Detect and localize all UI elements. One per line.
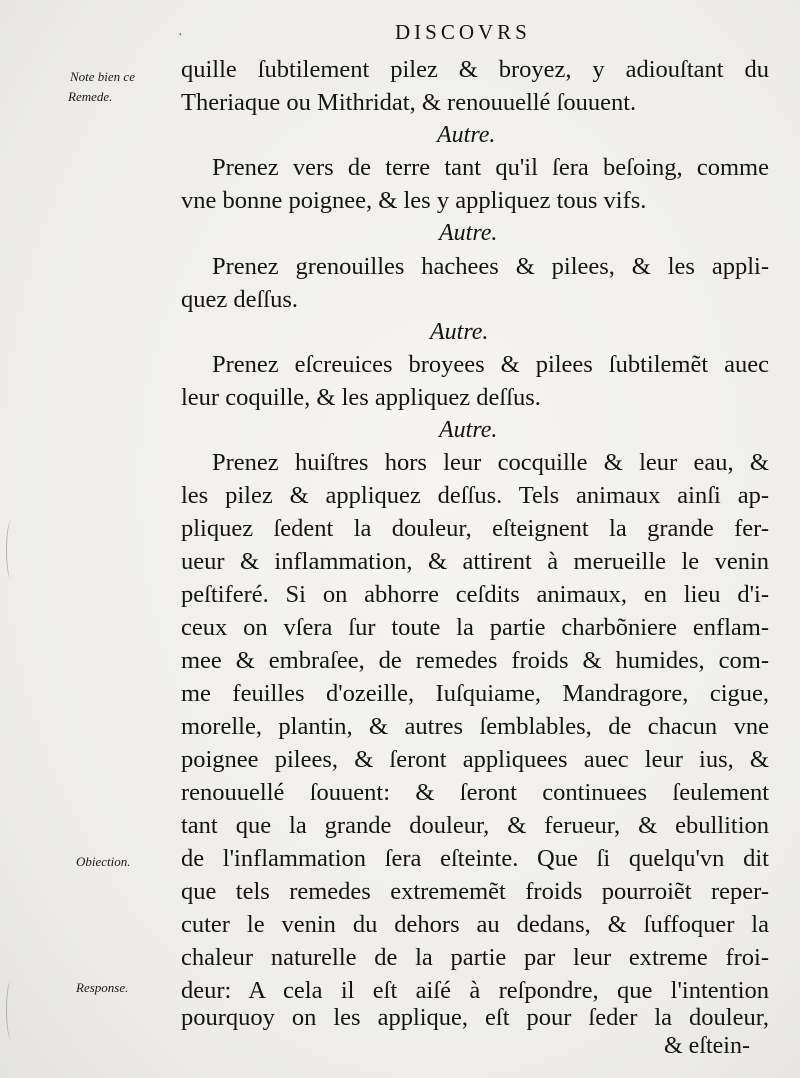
section-heading: Autre. xyxy=(430,319,489,345)
text-line: quille ſubtilement pilez & broyez, y adiouſtant du xyxy=(181,56,769,83)
text-line: Prenez vers de terre tant qu'il ſera beſoing, comme xyxy=(212,154,769,181)
text-line: pourquoy on les applique, eſt pour ſeder la douleur, xyxy=(181,1004,769,1031)
margin-note: Response. xyxy=(76,980,129,995)
text-line: tant que la grande douleur, & ferueur, & ebullition xyxy=(181,812,769,839)
text-line: renouuellé ſouuent: & ſeront continuees ſeulement xyxy=(181,779,769,806)
text-line: Prenez grenouilles hachees & pilees, & les appli- xyxy=(212,253,769,280)
text-line: de l'inflammation ſera eſteinte. Que ſi quelqu'vn dit xyxy=(181,845,769,872)
text-line: que tels remedes extrememẽt froids pourroiẽt reper- xyxy=(181,878,769,905)
page-curl-shadow xyxy=(6,980,17,1040)
page-curl-shadow xyxy=(6,520,17,580)
text-line: mee & embraſee, de remedes froids & humides, com- xyxy=(181,647,769,674)
margin-note: Remede. xyxy=(68,89,113,104)
text-line: morelle, plantin, & autres ſemblables, de chacun vne xyxy=(181,713,769,740)
section-heading: Autre. xyxy=(437,122,496,148)
section-heading: Autre. xyxy=(439,220,498,246)
catchword: & eſtein- xyxy=(664,1033,750,1059)
text-line: leur coquille, & les appliquez deſſus. xyxy=(181,384,541,411)
text-line: ceux on vſera ſur toute la partie charbõniere enflam- xyxy=(181,614,769,641)
text-line: pliquez ſedent la douleur, eſteignent la grande fer- xyxy=(181,515,769,542)
text-line: vne bonne poignee, & les y appliquez tous vifs. xyxy=(181,187,647,214)
margin-note: Obiection. xyxy=(76,854,131,869)
text-line: Prenez eſcreuices broyees & pilees ſubtilemẽt auec xyxy=(212,351,769,378)
margin-note: Note bien ce xyxy=(70,69,135,84)
text-line: Theriaque ou Mithridat, & renouuellé ſouuent. xyxy=(181,89,637,116)
text-line: deur: A cela il eſt aiſé à reſpondre, que l'intention xyxy=(181,977,769,1004)
text-line: quez deſſus. xyxy=(181,286,299,313)
text-line: chaleur naturelle de la partie par leur extreme froi- xyxy=(181,944,769,971)
text-line: peſtiferé. Si on abhorre ceſdits animaux, en lieu d'i- xyxy=(181,581,769,608)
text-line: me feuilles d'ozeille, Iuſquiame, Mandragore, cigue, xyxy=(181,680,769,707)
folio-mark: · xyxy=(178,28,183,43)
text-line: poignee pilees, & ſeront appliquees auec leur ius, & xyxy=(181,746,769,773)
text-line: ueur & inflammation, & attirent à merueille le venin xyxy=(181,548,769,575)
text-line: Prenez huiſtres hors leur cocquille & leur eau, & xyxy=(212,449,769,476)
section-heading: Autre. xyxy=(439,417,498,443)
running-header: DISCOVRS xyxy=(395,20,531,44)
text-line: les pilez & appliquez deſſus. Tels animaux ainſi ap- xyxy=(181,482,769,509)
text-line: cuter le venin du dehors au dedans, & ſuffoquer la xyxy=(181,911,769,938)
